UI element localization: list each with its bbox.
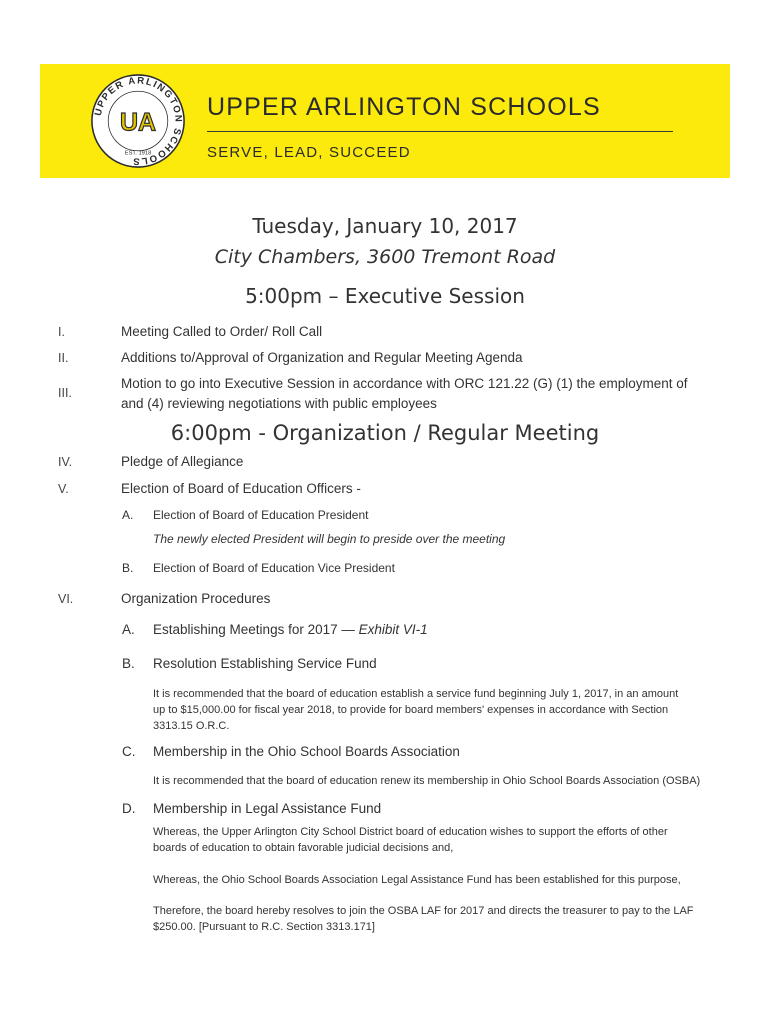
sub-item-letter: B.: [122, 561, 134, 575]
school-seal-logo: [90, 73, 186, 169]
svg-text:UA: UA: [119, 108, 157, 137]
resolution-paragraph: Therefore, the board hereby resolves to join the OSBA LAF for 2017 and directs the treasurer to pay to the LAF: [153, 905, 694, 917]
resolution-paragraph: It is recommended that the board of education establish a service fund beginning July 1, 2017, in an amount: [153, 688, 679, 700]
item-number: VI.: [58, 592, 74, 606]
item-number: III.: [58, 386, 72, 400]
agenda-item-text: Pledge of Allegiance: [121, 454, 244, 469]
sub-item-text: Election of Board of Education President: [153, 508, 369, 522]
school-tagline: SERVE, LEAD, SUCCEED: [207, 144, 411, 161]
meeting-location: City Chambers, 3600 Tremont Road: [214, 246, 556, 268]
sub-item-text: Resolution Establishing Service Fund: [153, 656, 377, 671]
resolution-paragraph: 3313.15 O.R.C.: [153, 720, 230, 732]
sub-item-text: Membership in Legal Assistance Fund: [153, 801, 382, 816]
sub-item-note: The newly elected President will begin to preside over the meeting: [153, 532, 506, 546]
svg-text:EST. 1918: EST. 1918: [124, 150, 152, 157]
meeting-date: Tuesday, January 10, 2017: [252, 214, 518, 238]
header-banner: [40, 64, 730, 178]
agenda-item-text: Organization Procedures: [121, 591, 271, 606]
agenda-item-text: Meeting Called to Order/ Roll Call: [121, 324, 323, 339]
exhibit-reference: Exhibit VI-1: [358, 622, 428, 637]
sub-item-text: Election of Board of Education Vice President: [153, 561, 395, 575]
banner-divider: [207, 131, 673, 132]
item-number: IV.: [58, 455, 73, 469]
executive-session-heading: 5:00pm – Executive Session: [245, 284, 525, 308]
sub-item-text: Membership in the Ohio School Boards Association: [153, 744, 460, 759]
sub-item-letter: B.: [122, 656, 135, 671]
agenda-item-text: Election of Board of Education Officers -: [121, 481, 361, 496]
resolution-paragraph: It is recommended that the board of education renew its membership in Ohio School Boards Association (OSBA): [153, 775, 701, 787]
school-name: UPPER ARLINGTON SCHOOLS: [207, 93, 601, 121]
resolution-paragraph: Whereas, the Upper Arlington City School District board of education wishes to support the efforts of other: [153, 826, 668, 838]
agenda-item-text: Motion to go into Executive Session in accordance with ORC 121.22 (G) (1) the employment of: [121, 376, 688, 391]
item-number: I.: [58, 325, 65, 339]
sub-item-letter: D.: [122, 801, 136, 816]
agenda-item-text: Additions to/Approval of Organization and Regular Meeting Agenda: [121, 350, 523, 365]
resolution-paragraph: $250.00. [Pursuant to R.C. Section 3313.171]: [153, 921, 375, 933]
item-number: II.: [58, 351, 69, 365]
sub-item-letter: C.: [122, 744, 136, 759]
item-number: V.: [58, 482, 69, 496]
svg-text:UPPER ARLINGTON SCHOOLS: UPPER ARLINGTON SCHOOLS: [92, 75, 184, 167]
sub-item-letter: A.: [122, 622, 135, 637]
resolution-paragraph: Whereas, the Ohio School Boards Association Legal Assistance Fund has been established for this purpose,: [153, 874, 681, 886]
sub-item-letter: A.: [122, 508, 134, 522]
sub-item-label: Establishing Meetings for 2017 —: [153, 622, 359, 637]
resolution-paragraph: up to $15,000.00 for fiscal year 2018, to provide for board members' expenses in accordance with Section: [153, 704, 669, 716]
resolution-paragraph: boards of education to obtain favorable judicial decisions and,: [153, 842, 454, 854]
sub-item-text: [153, 622, 428, 637]
regular-meeting-heading: 6:00pm - Organization / Regular Meeting: [170, 421, 600, 445]
agenda-item-text: and (4) reviewing negotiations with public employees: [121, 396, 437, 411]
